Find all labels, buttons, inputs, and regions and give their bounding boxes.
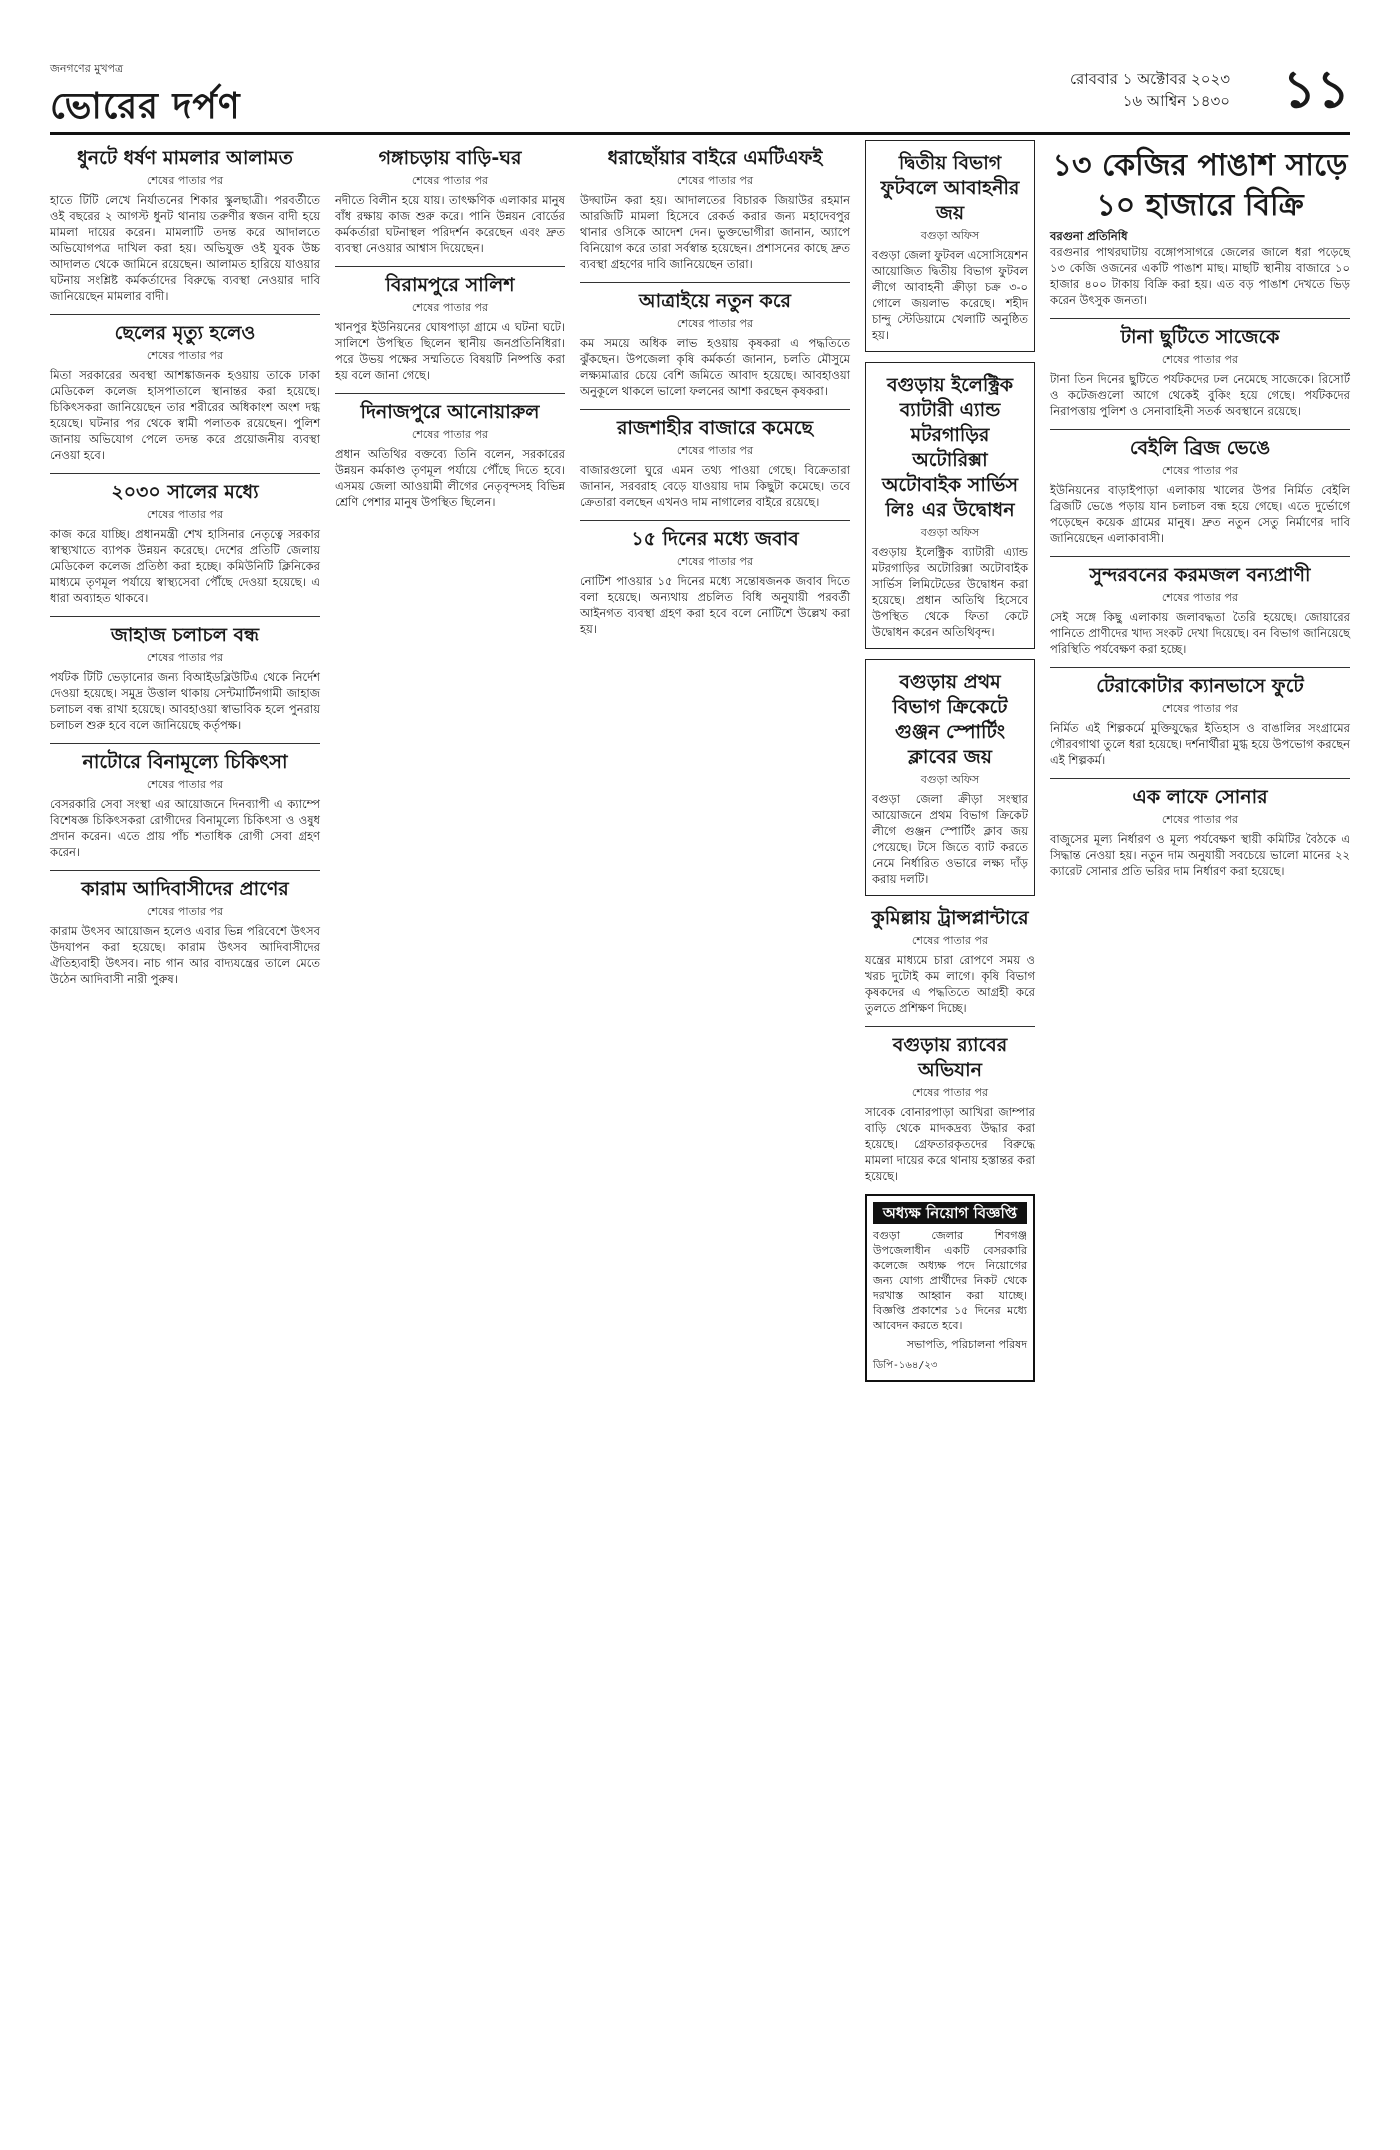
article [865, 140, 1035, 352]
headline[interactable]: টানা ছুটিতে সাজেকে [1120, 326, 1280, 348]
article-body: বেসরকারি সেবা সংস্থা এর আয়োজনে দিনব্যাপী এ ক্যাম্পে বিশেষজ্ঞ চিকিৎসকরা রোগীদের বিনামূল্যে চিকিৎসা ও ওষুধ প্রদান করেন। এতে প্রায় পাঁচ শতাধিক রোগী সেবা গ্রহণ করেন। [50, 797, 320, 859]
article [1050, 785, 1350, 879]
article-body: বরগুনার পাথরঘাটায় বঙ্গোপসাগরে জেলের জালে ধরা পড়েছে ১৩ কেজি ওজনের একটি পাঙাশ মাছ। মাছটি স্থানীয় বাজারে ১০ হাজার ৪০০ টাকায় বিক্রি করা হয়। এত বড় পাঙাশ দেখতে ভিড় করেন উৎসুক জনতা। [1050, 245, 1350, 307]
page-number: ১১ [1282, 60, 1350, 120]
divider [580, 282, 850, 283]
article-body: কম সময়ে অধিক লাভ হওয়ায় কৃষকরা এ পদ্ধতিতে ঝুঁকছেন। উপজেলা কৃষি কর্মকর্তা জানান, চলতি মৌসুমে লক্ষ্যমাত্রার চেয়ে বেশি জমিতে আবাদ হয়েছে। আবহাওয়া অনুকূলে থাকলে ভালো ফলনের আশা করছেন কৃষকরা। [580, 336, 850, 398]
date-bangla: ১৬ আশ্বিন ১৪৩০ [1122, 92, 1230, 110]
kicker: শেষের পাতার পর [146, 508, 224, 521]
headline[interactable]: গঙ্গাচড়ায় বাড়ি-ঘর [378, 147, 522, 169]
column-2 [335, 140, 565, 520]
article-body: বগুড়ায় ইলেক্ট্রিক ব্যাটারী এ্যান্ড মটরগাড়ির অটোরিক্সা অটোবাইক সার্ভিস লিমিটেডের উদ্বোধন করা হয়েছে। প্রধান অতিথি হিসেবে উপস্থিত থেকে ফিতা কেটে উদ্বোধন করেন অতিথিবৃন্দ। [872, 545, 1028, 639]
kicker: শেষের পাতার পর [1161, 813, 1239, 826]
column-4 [865, 140, 1035, 1382]
article [50, 750, 320, 860]
divider [580, 409, 850, 410]
divider [1050, 778, 1350, 779]
article [580, 289, 850, 399]
article [335, 400, 565, 510]
article [865, 362, 1035, 649]
job-notice [865, 1194, 1035, 1382]
notice-body: বগুড়া জেলার শিবগঞ্জ উপজেলাধীন একটি বেসরকারি কলেজে অধ্যক্ষ পদে নিয়োগের জন্য যোগ্য প্রার্থীদের নিকট থেকে দরখাস্ত আহ্বান করা যাচ্ছে। বিজ্ঞপ্তি প্রকাশের ১৫ দিনের মধ্যে আবেদন করতে হবে। [873, 1229, 1027, 1332]
kicker: শেষের পাতার পর [676, 444, 754, 457]
article [1050, 436, 1350, 546]
kicker: শেষের পাতার পর [1161, 591, 1239, 604]
notice-code: ডিপি-১৬৪/২৩ [873, 1360, 938, 1371]
article [1050, 146, 1350, 308]
article-body: হাতে টিটি লেখে নির্যাতনের শিকার স্কুলছাত্রী। পরবর্তীতে ওই বছরের ২ আগস্ট ধুনট থানায় তরুণীর স্বজন বাদী হয়ে মামলা দায়ের করেন। মামলাটি তদন্ত করে আদালতে অভিযোগপত্র দাখিল করা হয়। অভিযুক্ত ওই যুবক উচ্চ আদালত থেকে জামিনে রয়েছেন। আলামত হারিয়ে যাওয়ার ঘটনায় সংশ্লিষ্ট কর্মকর্তাদের বিরুদ্ধে ব্যবস্থা নেওয়ার দাবি জানিয়েছেন মামলার বাদী। [50, 193, 320, 303]
divider [50, 314, 320, 315]
headline[interactable]: বিরামপুরে সালিশ [385, 274, 515, 296]
article-body: বগুড়া জেলা ক্রীড়া সংস্থার আয়োজনে প্রথম বিভাগ ক্রিকেট লীগে গুঞ্জন স্পোর্টিং ক্লাব জয় পেয়েছে। টসে জিতে ব্যাট করতে নেমে নির্ধারিত ওভারে লক্ষ্য দাঁড় করায় দলটি। [872, 792, 1028, 886]
article [335, 273, 565, 383]
headline[interactable]: বগুড়ায় প্রথম বিভাগ ক্রিকেটে গুঞ্জন স্পোর্টিং ক্লাবের জয় [892, 671, 1008, 768]
article-body: মিতা সরকারের অবস্থা আশঙ্কাজনক হওয়ায় তাকে ঢাকা মেডিকেল কলেজ হাসপাতালে স্থানান্তর করা হয়েছে। চিকিৎসকরা জানিয়েছেন তার শরীরের অধিকাংশ অংশ দগ্ধ হয়েছে। ঘটনার পর থেকে স্বামী পলাতক রয়েছেন। পুলিশ জানায় অভিযোগ পেলে তদন্ত করে প্রয়োজনীয় ব্যবস্থা নেওয়া হবে। [50, 368, 320, 462]
divider [1050, 318, 1350, 319]
headline[interactable]: ধুনটে ধর্ষণ মামলার আলামত [77, 147, 293, 169]
article-body: ইউনিয়নের বাড়াইপাড়া এলাকায় খালের উপর নির্মিত বেইলি ব্রিজটি ভেঙে পড়ায় যান চলাচল বন্ধ হয়ে গেছে। এতে দুর্ভোগে পড়েছেন কয়েক গ্রামের মানুষ। দ্রুত নতুন সেতু নির্মাণের দাবি জানিয়েছেন এলাকাবাসী। [1050, 483, 1350, 545]
article [580, 416, 850, 510]
headline[interactable]: বগুড়ায় ইলেক্ট্রিক ব্যাটারী এ্যান্ড মটরগাড়ির অটোরিক্সা অটোবাইক সার্ভিস লিঃ এর উদ্বোধন [881, 374, 1019, 521]
divider [1050, 556, 1350, 557]
article [1050, 325, 1350, 419]
headline[interactable]: দ্বিতীয় বিভাগ ফুটবলে আবাহনীর জয় [880, 152, 1020, 224]
divider [50, 616, 320, 617]
article [50, 623, 320, 733]
headline[interactable]: আত্রাইয়ে নতুন করে [639, 290, 791, 312]
article [1050, 674, 1350, 768]
article [50, 321, 320, 463]
column-3 [580, 140, 850, 647]
divider [50, 743, 320, 744]
paper-name: ভোরের দর্পণ [50, 86, 241, 127]
article-body: নোটিশ পাওয়ার ১৫ দিনের মধ্যে সন্তোষজনক জবাব দিতে বলা হয়েছে। অন্যথায় প্রচলিত বিধি অনুযায়ী পরবর্তী আইনগত ব্যবস্থা গ্রহণ করা হবে বলে নোটিশে উল্লেখ করা হয়। [580, 574, 850, 636]
column-1 [50, 140, 320, 997]
kicker: শেষের পাতার পর [1161, 464, 1239, 477]
kicker: শেষের পাতার পর [1161, 702, 1239, 715]
divider [580, 520, 850, 521]
kicker: শেষের পাতার পর [146, 174, 224, 187]
byline: বরগুনা প্রতিনিধি [1050, 229, 1128, 243]
article [580, 527, 850, 637]
article-body: নদীতে বিলীন হয়ে যায়। তাৎক্ষণিক এলাকার মানুষ বাঁধ রক্ষায় কাজ শুরু করে। পানি উন্নয়ন বোর্ডের কর্মকর্তারা ঘটনাস্থল পরিদর্শন করেছেন এবং দ্রুত ব্যবস্থা নেওয়ার আশ্বাস দিয়েছেন। [335, 193, 565, 255]
kicker: শেষের পাতার পর [146, 778, 224, 791]
headline[interactable]: এক লাফে সোনার [1132, 786, 1268, 808]
kicker: শেষের পাতার পর [911, 934, 989, 947]
headline[interactable]: ছেলের মৃত্যু হলেও [114, 322, 256, 344]
divider [1050, 429, 1350, 430]
article-body: বাজারগুলো ঘুরে এমন তথ্য পাওয়া গেছে। বিক্রেতারা জানান, সরবরাহ বেড়ে যাওয়ায় দাম কিছুটা কমেছে। তবে ক্রেতারা বলছেন এখনও দাম নাগালের বাইরে রয়েছে। [580, 463, 850, 509]
date-line: রোববার ১ অক্টোবর ২০২৩ [1069, 70, 1230, 88]
divider [865, 1026, 1035, 1027]
headline[interactable]: কুমিল্লায় ট্রান্সপ্লান্টারে [871, 907, 1029, 929]
kicker: শেষের পাতার পর [911, 1086, 989, 1099]
column-5 [1050, 140, 1350, 889]
article [580, 146, 850, 272]
headline[interactable]: ২০৩০ সালের মধ্যে [111, 481, 259, 503]
kicker: বগুড়া অফিস [920, 773, 980, 786]
kicker: বগুড়া অফিস [920, 229, 980, 242]
headline[interactable]: রাজশাহীর বাজারে কমেছে [616, 417, 814, 439]
headline[interactable]: টেরাকোটার ক্যানভাসে ফুটে [1096, 675, 1304, 697]
kicker: শেষের পাতার পর [411, 301, 489, 314]
kicker: শেষের পাতার পর [146, 905, 224, 918]
article [335, 146, 565, 256]
divider [50, 473, 320, 474]
divider [335, 393, 565, 394]
article-body: কারাম উৎসব আয়োজন হলেও এবার ভিন্ন পরিবেশে উৎসব উদযাপন করা হয়েছে। কারাম উৎসব আদিবাসীদের ঐতিহ্যবাহী উৎসব। নাচ গান আর বাদ্যযন্ত্রের তালে মেতে উঠেন আদিবাসী নারী পুরুষ। [50, 924, 320, 986]
kicker: শেষের পাতার পর [411, 174, 489, 187]
divider [50, 870, 320, 871]
article-body: সেই সঙ্গে কিছু এলাকায় জলাবদ্ধতা তৈরি হয়েছে। জোয়ারের পানিতে প্রাণীদের খাদ্য সংকট দেখা দিয়েছে। বন বিভাগ জানিয়েছে পরিস্থিতি পর্যবেক্ষণ করা হচ্ছে। [1050, 610, 1350, 656]
notice-signer: সভাপতি, পরিচালনা পরিষদ [906, 1338, 1027, 1351]
kicker: শেষের পাতার পর [146, 349, 224, 362]
article [865, 659, 1035, 896]
article-body: টানা তিন দিনের ছুটিতে পর্যটকদের ঢল নেমেছে সাজেকে। রিসোর্ট ও কটেজগুলো আগে থেকেই বুকিং হয়ে গেছে। পর্যটকদের নিরাপত্তায় পুলিশ ও সেনাবাহিনী সতর্ক অবস্থানে রয়েছে। [1050, 372, 1350, 418]
headline[interactable]: নাটোরে বিনামূল্যে চিকিৎসা [82, 751, 288, 773]
divider [335, 266, 565, 267]
article [865, 906, 1035, 1016]
kicker: বগুড়া অফিস [920, 526, 980, 539]
article [50, 877, 320, 987]
headline[interactable]: জাহাজ চলাচল বন্ধ [110, 624, 260, 646]
article [50, 146, 320, 304]
article-body: নির্মিত এই শিল্পকর্মে মুক্তিযুদ্ধের ইতিহাস ও বাঙালির সংগ্রামের গৌরবগাথা তুলে ধরা হয়েছে। দর্শনার্থীরা মুগ্ধ হয়ে উপভোগ করছেন এই শিল্পকর্ম। [1050, 721, 1350, 767]
article-body: কাজ করে যাচ্ছি। প্রধানমন্ত্রী শেখ হাসিনার নেতৃত্বে সরকার স্বাস্থ্যখাতে ব্যাপক উন্নয়ন করেছে। দেশের প্রতিটি জেলায় মেডিকেল কলেজ প্রতিষ্ঠা করা হচ্ছে। কমিউনিটি ক্লিনিকের মাধ্যমে তৃণমূল পর্যায়ে স্বাস্থ্যসেবা পৌঁছে দেওয়া হয়েছে। এ ধারা অব্যাহত থাকবে। [50, 527, 320, 605]
article-body: বগুড়া জেলা ফুটবল এসোসিয়েশন আয়োজিত দ্বিতীয় বিভাগ ফুটবল লীগে আবাহনী ক্রীড়া চক্র ৩-০ গোলে জয়লাভ করেছে। শহীদ চান্দু স্টেডিয়ামে খেলাটি অনুষ্ঠিত হয়। [872, 248, 1028, 342]
kicker: শেষের পাতার পর [1161, 353, 1239, 366]
headline[interactable]: সুন্দরবনের করমজল বন্যপ্রাণী [1089, 564, 1311, 586]
headline[interactable]: দিনাজপুরে আনোয়ারুল [360, 401, 540, 423]
newspaper-logo [50, 60, 241, 139]
article [50, 480, 320, 606]
kicker: শেষের পাতার পর [676, 317, 754, 330]
article-body: প্রধান অতিথির বক্তব্যে তিনি বলেন, সরকারের উন্নয়ন কর্মকাণ্ড তৃণমূল পর্যায়ে পৌঁছে দিতে হবে। এসময় জেলা আওয়ামী লীগের নেতৃবৃন্দসহ বিভিন্ন শ্রেণি পেশার মানুষ উপস্থিত ছিলেন। [335, 447, 565, 509]
kicker: শেষের পাতার পর [146, 651, 224, 664]
headline[interactable]: কারাম আদিবাসীদের প্রাণের [81, 878, 289, 900]
masthead-rule [50, 132, 1350, 135]
article-body: খানপুর ইউনিয়নের ঘোষপাড়া গ্রামে এ ঘটনা ঘটে। সালিশে উপস্থিত ছিলেন স্থানীয় জনপ্রতিনিধিরা। পরে উভয় পক্ষের সম্মতিতে বিষয়টি নিষ্পত্তি করা হয় বলে জানা গেছে। [335, 320, 565, 382]
notice-title: অধ্যক্ষ নিয়োগ বিজ্ঞপ্তি [873, 1202, 1027, 1224]
headline[interactable]: বেইলি ব্রিজ ভেঙে [1129, 437, 1271, 459]
article-body: যন্ত্রের মাধ্যমে চারা রোপণে সময় ও খরচ দুটোই কম লাগে। কৃষি বিভাগ কৃষকদের এ পদ্ধতিতে আগ্রহী করে তুলতে প্রশিক্ষণ দিচ্ছে। [865, 953, 1035, 1015]
headline[interactable]: বগুড়ায় র‌্যাবের অভিযান [892, 1034, 1008, 1081]
article-body: উদ্ঘাটন করা হয়। আদালতের বিচারক জিয়াউর রহমান আরজিটি মামলা হিসেবে রেকর্ড করার জন্য মহাদেবপুর থানার ওসিকে আদেশ দেন। ভুক্তভোগীরা জানান, অ্যাপে বিনিয়োগ করে তারা সর্বস্বান্ত হয়েছেন। প্রশাসনের কাছে দ্রুত ব্যবস্থা গ্রহণের দাবি জানিয়েছেন তারা। [580, 193, 850, 271]
tagline: জনগণের মুখপত্র [50, 62, 124, 75]
kicker: শেষের পাতার পর [676, 555, 754, 568]
headline[interactable]: ১৫ দিনের মধ্যে জবাব [631, 528, 799, 550]
article-body: সাবেক বোনারপাড়া আখিরা জাম্পার বাড়ি থেকে মাদকদ্রব্য উদ্ধার করা হয়েছে। গ্রেফতারকৃতদের বিরুদ্ধে মামলা দায়ের করে থানায় হস্তান্তর করা হয়েছে। [865, 1105, 1035, 1183]
date-block [1070, 68, 1230, 112]
article-body: বাজুসের মূল্য নির্ধারণ ও মূল্য পর্যবেক্ষণ স্থায়ী কমিটির বৈঠকে এ সিদ্ধান্ত নেওয়া হয়। নতুন দাম অনুযায়ী সবচেয়ে ভালো মানের ২২ ক্যারেট সোনার প্রতি ভরির দাম নির্ধারণ করা হয়েছে। [1050, 832, 1350, 878]
divider [1050, 667, 1350, 668]
kicker: শেষের পাতার পর [411, 428, 489, 441]
article [1050, 563, 1350, 657]
headline[interactable]: ধরাছোঁয়ার বাইরে এমটিএফই [607, 147, 823, 169]
masthead [50, 60, 1350, 130]
kicker: শেষের পাতার পর [676, 174, 754, 187]
headline[interactable]: ১৩ কেজির পাঙাশ সাড়ে ১০ হাজারে বিক্রি [1052, 148, 1348, 223]
article-body: পর্যটক টিটি ভেড়ানোর জন্য বিআইডব্লিউটিএ থেকে নির্দেশ দেওয়া হয়েছে। সমুদ্র উত্তাল থাকায় সেন্টমার্টিনগামী জাহাজ চলাচল বন্ধ রাখা হয়েছে। আবহাওয়া স্বাভাবিক হলে পুনরায় চলাচল শুরু হবে বলে জানিয়েছে কর্তৃপক্ষ। [50, 670, 320, 732]
article [865, 1033, 1035, 1184]
